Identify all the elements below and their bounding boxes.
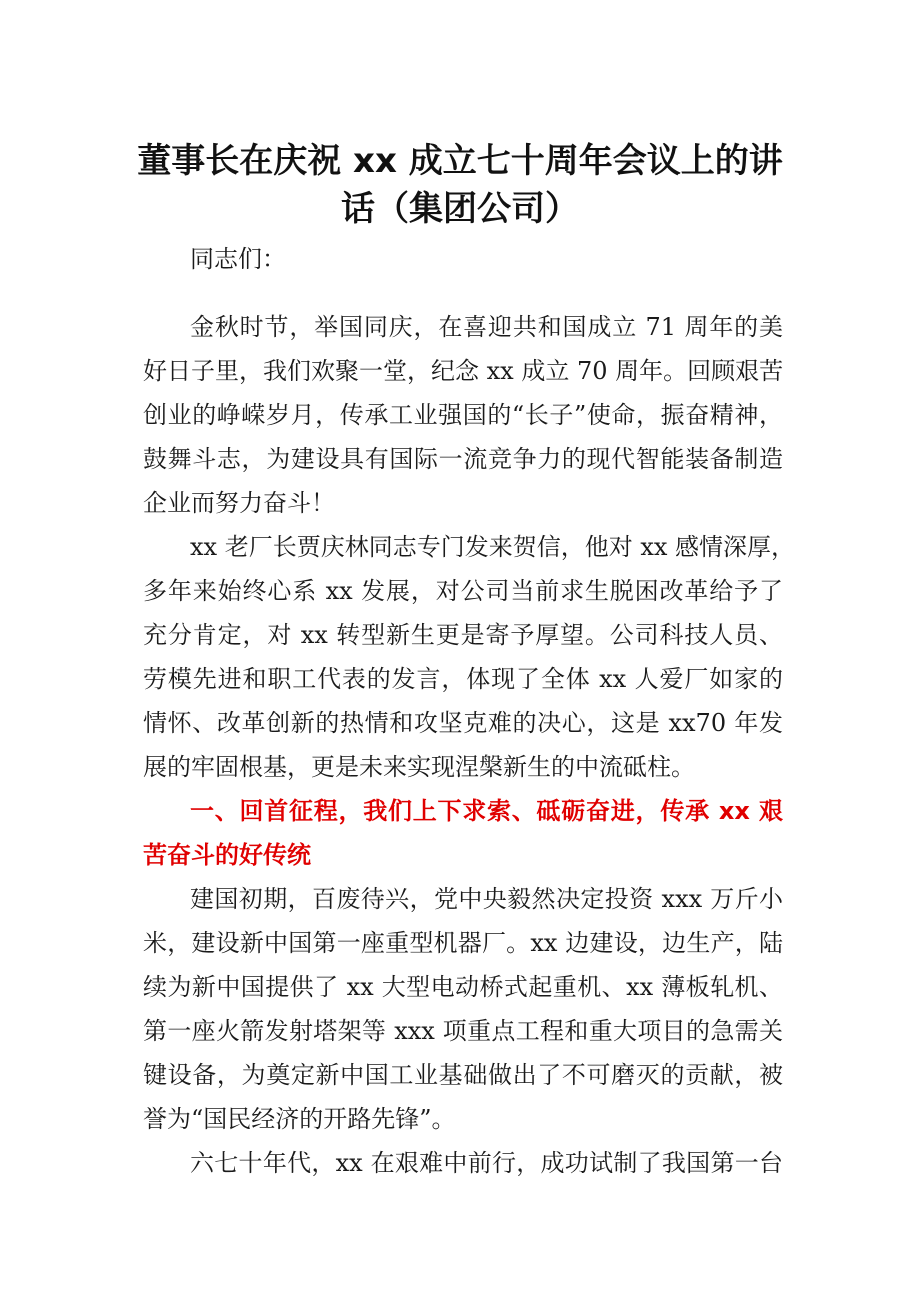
paragraph-3-line: 誉为“国民经济的开路先锋”。 xyxy=(143,1105,456,1133)
section-1-heading-line: 一、回首征程，我们上下求索、砥砺奋进，传承 xx 艰 xyxy=(190,797,783,825)
salutation: 同志们： xyxy=(190,245,286,273)
paragraph-4-line: 六七十年代，xx 在艰难中前行，成功试制了我国第一台 xyxy=(190,1149,783,1177)
paragraph-2-line: 展的牢固根基，更是未来实现涅槃新生的中流砥柱。 xyxy=(143,753,695,781)
paragraph-1-line: 创业的峥嵘岁月，传承工业强国的“长子”使命，振奋精神， xyxy=(143,401,783,429)
paragraph-2-line: 充分肯定，对 xx 转型新生更是寄予厚望。公司科技人员、 xyxy=(143,621,783,649)
paragraph-2-line: xx 老厂长贾庆林同志专门发来贺信，他对 xx 感情深厚， xyxy=(190,533,796,561)
paragraph-2-line: 劳模先进和职工代表的发言，体现了全体 xx 人爱厂如家的 xyxy=(143,665,783,693)
paragraph-3-line: 建国初期，百废待兴，党中央毅然决定投资 xxx 万斤小 xyxy=(190,885,783,913)
paragraph-2-line: 多年来始终心系 xx 发展，对公司当前求生脱困改革给予了 xyxy=(143,577,783,605)
paragraph-1-line: 企业而努力奋斗！ xyxy=(143,489,335,517)
paragraph-2-line: 情怀、改革创新的热情和攻坚克难的决心，这是 xx70 年发 xyxy=(143,709,783,737)
paragraph-3-line: 续为新中国提供了 xx 大型电动桥式起重机、xx 薄板轧机、 xyxy=(143,973,783,1001)
section-1-heading-line: 苦奋斗的好传统 xyxy=(143,841,311,869)
paragraph-1-line: 鼓舞斗志，为建设具有国际一流竞争力的现代智能装备制造 xyxy=(143,445,783,473)
paragraph-1-line: 好日子里，我们欢聚一堂，纪念 xx 成立 70 周年。回顾艰苦 xyxy=(143,357,784,385)
document-title-line-1: 董事长在庆祝 xx 成立七十周年会议上的讲 xyxy=(137,141,783,181)
paragraph-3-line: 米，建设新中国第一座重型机器厂。xx 边建设，边生产，陆 xyxy=(143,929,783,957)
paragraph-1-line: 金秋时节，举国同庆，在喜迎共和国成立 71 周年的美 xyxy=(190,313,783,341)
document-title-line-2: 话（集团公司） xyxy=(341,189,579,229)
paragraph-3-line: 第一座火箭发射塔架等 xxx 项重点工程和重大项目的急需关 xyxy=(143,1017,783,1045)
paragraph-3-line: 键设备，为奠定新中国工业基础做出了不可磨灭的贡献，被 xyxy=(143,1061,783,1089)
